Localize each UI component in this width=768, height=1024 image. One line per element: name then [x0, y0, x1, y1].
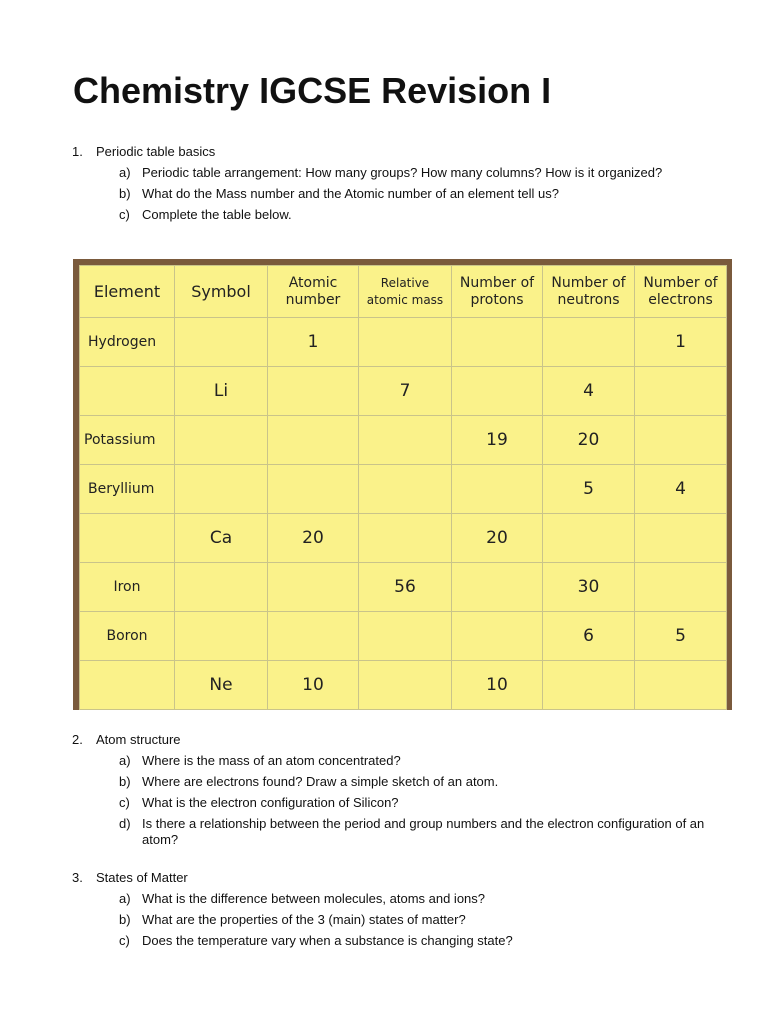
- cell-electrons[interactable]: [635, 416, 727, 465]
- table-row: [80, 367, 727, 416]
- cell-protons[interactable]: 19: [452, 416, 543, 465]
- section-number: 3.: [72, 870, 83, 885]
- element-table-frame: [73, 259, 732, 710]
- table-row: [80, 318, 727, 367]
- question-item: [72, 795, 712, 811]
- cell-element[interactable]: Hydrogen: [80, 318, 175, 367]
- question-letter: b): [119, 774, 131, 789]
- question-text: Where is the mass of an atom concentrated?: [142, 753, 401, 768]
- cell-neutrons[interactable]: 6: [543, 612, 635, 661]
- header-element: Element: [80, 266, 175, 318]
- cell-symbol[interactable]: Ne: [175, 661, 268, 710]
- section-title: Periodic table basics: [96, 144, 216, 159]
- table-row: [80, 661, 727, 710]
- cell-electrons[interactable]: [635, 367, 727, 416]
- question-text: What is the difference between molecules, atoms and ions?: [142, 891, 486, 906]
- cell-symbol[interactable]: [175, 416, 268, 465]
- cell-symbol[interactable]: Ca: [175, 514, 268, 563]
- table-row: [80, 416, 727, 465]
- section-2: [72, 732, 712, 853]
- question-letter: b): [119, 186, 131, 201]
- cell-atomic-number[interactable]: [268, 612, 359, 661]
- cell-protons[interactable]: [452, 563, 543, 612]
- cell-atomic-number[interactable]: [268, 416, 359, 465]
- question-item: [72, 186, 712, 202]
- cell-electrons[interactable]: 4: [635, 465, 727, 514]
- cell-relative-atomic-mass[interactable]: [359, 661, 452, 710]
- section-heading: [72, 870, 712, 886]
- section-heading: [72, 144, 712, 160]
- cell-neutrons[interactable]: 4: [543, 367, 635, 416]
- question-letter: b): [119, 912, 131, 927]
- cell-atomic-number[interactable]: 1: [268, 318, 359, 367]
- question-letter: a): [119, 753, 131, 768]
- section-number: 2.: [72, 732, 83, 747]
- question-item: [72, 774, 712, 790]
- section-3: [72, 870, 712, 954]
- section-number: 1.: [72, 144, 83, 159]
- cell-atomic-number[interactable]: [268, 563, 359, 612]
- section-heading: [72, 732, 712, 748]
- cell-element[interactable]: [80, 367, 175, 416]
- page-title: Chemistry IGCSE Revision I: [73, 70, 552, 111]
- cell-relative-atomic-mass[interactable]: [359, 514, 452, 563]
- question-text: Complete the table below.: [142, 207, 292, 222]
- cell-neutrons[interactable]: [543, 318, 635, 367]
- cell-symbol[interactable]: [175, 563, 268, 612]
- cell-atomic-number[interactable]: [268, 367, 359, 416]
- cell-electrons[interactable]: 1: [635, 318, 727, 367]
- cell-element[interactable]: Boron: [80, 612, 175, 661]
- table-header-row: [80, 266, 727, 318]
- cell-protons[interactable]: [452, 367, 543, 416]
- cell-element[interactable]: [80, 514, 175, 563]
- cell-element[interactable]: Iron: [80, 563, 175, 612]
- cell-symbol[interactable]: [175, 318, 268, 367]
- table-row: [80, 563, 727, 612]
- question-text: What is the electron configuration of Silicon?: [142, 795, 399, 810]
- question-item: [72, 816, 712, 848]
- question-text: Periodic table arrangement: How many groups? How many columns? How is it organized?: [142, 165, 663, 180]
- header-relative-atomic-mass: Relative atomic mass: [359, 266, 452, 318]
- question-text: Where are electrons found? Draw a simple sketch of an atom.: [142, 774, 499, 789]
- cell-atomic-number[interactable]: 20: [268, 514, 359, 563]
- cell-atomic-number[interactable]: [268, 465, 359, 514]
- cell-symbol[interactable]: Li: [175, 367, 268, 416]
- question-item: [72, 912, 712, 928]
- header-electrons: Number of electrons: [635, 266, 727, 318]
- table-row: [80, 465, 727, 514]
- section-title: States of Matter: [96, 870, 188, 885]
- question-item: [72, 933, 712, 949]
- cell-relative-atomic-mass[interactable]: [359, 318, 452, 367]
- question-item: [72, 207, 712, 223]
- header-protons: Number of protons: [452, 266, 543, 318]
- cell-element[interactable]: Potassium: [80, 416, 175, 465]
- cell-atomic-number[interactable]: 10: [268, 661, 359, 710]
- cell-protons[interactable]: 20: [452, 514, 543, 563]
- cell-electrons[interactable]: [635, 514, 727, 563]
- cell-symbol[interactable]: [175, 465, 268, 514]
- cell-electrons[interactable]: [635, 661, 727, 710]
- header-neutrons: Number of neutrons: [543, 266, 635, 318]
- section-1: [72, 144, 712, 228]
- cell-relative-atomic-mass[interactable]: 7: [359, 367, 452, 416]
- question-item: [72, 891, 712, 907]
- cell-electrons[interactable]: 5: [635, 612, 727, 661]
- table-row: [80, 612, 727, 661]
- cell-protons[interactable]: [452, 465, 543, 514]
- cell-protons[interactable]: 10: [452, 661, 543, 710]
- cell-relative-atomic-mass[interactable]: 56: [359, 563, 452, 612]
- table-row: [80, 514, 727, 563]
- section-title: Atom structure: [96, 732, 181, 747]
- question-item: [72, 753, 712, 769]
- cell-electrons[interactable]: [635, 563, 727, 612]
- cell-protons[interactable]: [452, 612, 543, 661]
- question-letter: c): [119, 795, 130, 810]
- header-atomic-number: Atomic number: [268, 266, 359, 318]
- cell-neutrons[interactable]: [543, 514, 635, 563]
- question-text: What do the Mass number and the Atomic number of an element tell us?: [142, 186, 559, 201]
- cell-element[interactable]: [80, 661, 175, 710]
- question-letter: a): [119, 891, 131, 906]
- question-text: Is there a relationship between the period and group numbers and the electron configuration of an atom?: [142, 816, 705, 847]
- cell-protons[interactable]: [452, 318, 543, 367]
- element-table: [79, 265, 727, 710]
- cell-relative-atomic-mass[interactable]: [359, 465, 452, 514]
- cell-relative-atomic-mass[interactable]: [359, 612, 452, 661]
- question-letter: a): [119, 165, 131, 180]
- question-text: Does the temperature vary when a substance is changing state?: [142, 933, 513, 948]
- cell-element[interactable]: Beryllium: [80, 465, 175, 514]
- cell-neutrons[interactable]: [543, 661, 635, 710]
- cell-neutrons[interactable]: 20: [543, 416, 635, 465]
- header-symbol: Symbol: [175, 266, 268, 318]
- question-text: What are the properties of the 3 (main) states of matter?: [142, 912, 466, 927]
- question-letter: c): [119, 933, 130, 948]
- cell-relative-atomic-mass[interactable]: [359, 416, 452, 465]
- cell-neutrons[interactable]: 5: [543, 465, 635, 514]
- cell-symbol[interactable]: [175, 612, 268, 661]
- question-letter: c): [119, 207, 130, 222]
- question-letter: d): [119, 816, 131, 831]
- cell-neutrons[interactable]: 30: [543, 563, 635, 612]
- question-item: [72, 165, 712, 181]
